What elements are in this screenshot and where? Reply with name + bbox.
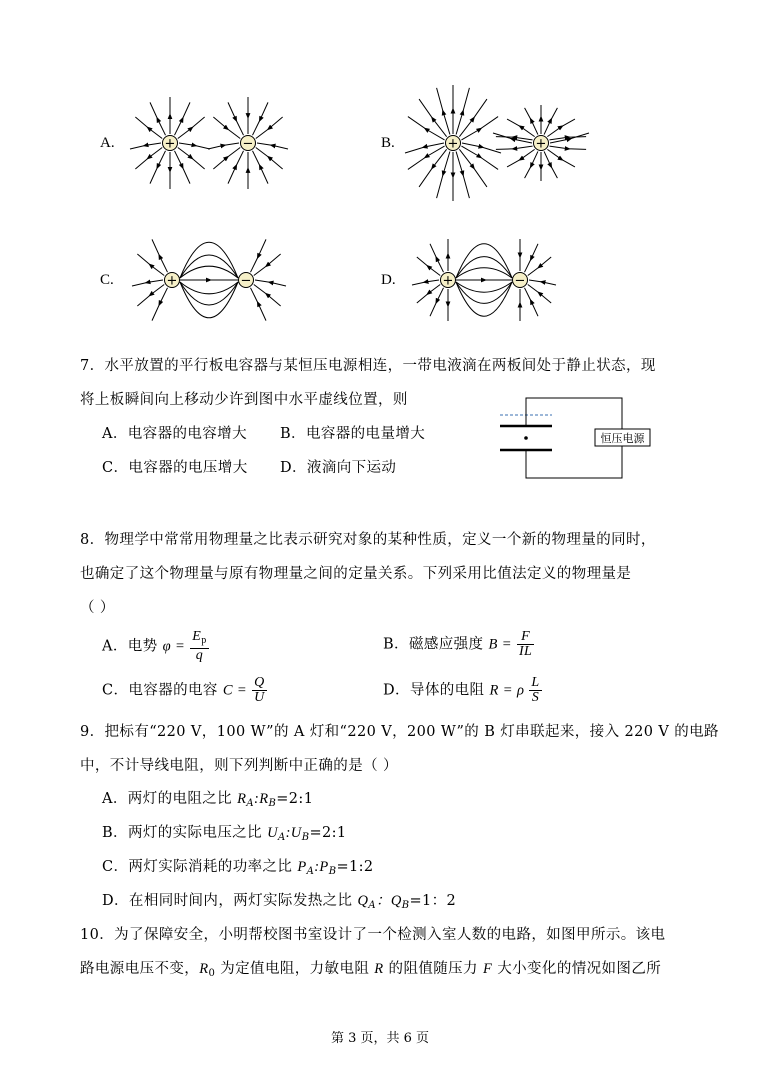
figure-b-like-charges xyxy=(405,85,589,201)
svg-text:−: − xyxy=(514,273,526,289)
q7-stem-line1: 7．水平放置的平行板电容器与某恒压电源相连，一带电液滴在两板间处于静止状态，现 xyxy=(80,358,656,374)
q9-stem-line2: 中，不计导线电阻，则下列判断中正确的是（ ） xyxy=(80,758,398,774)
q9-stem-line1: 9．把标有“220 V，100 W”的 A 灯和“220 V，200 W”的 B 灯串联起来，接入 220 V 的电路 xyxy=(80,724,719,740)
option-b-label: B. xyxy=(381,135,395,151)
charged-droplet xyxy=(524,436,528,440)
q8-stem-line2: 也确定了这个物理量与原有物理量之间的定量关系。下列采用比值法定义的物理量是 xyxy=(80,566,632,582)
q7-option-d: D．液滴向下运动 xyxy=(280,460,397,476)
figure-d-opposite-charges-connected xyxy=(412,239,556,321)
q7-option-b: B．电容器的电量增大 xyxy=(280,426,426,442)
svg-text:+: + xyxy=(164,136,176,152)
svg-text:−: − xyxy=(240,273,252,289)
q10-stem-line2: 路电源电压不变，$R_0$ 为定值电阻，力敏电阻 R 的阻值随压力 F 大小变化的情况如图乙所 xyxy=(80,961,662,979)
svg-text:+: + xyxy=(166,273,178,289)
option-c-label: C. xyxy=(100,272,114,288)
q8-answer-paren: （ ） xyxy=(80,600,115,616)
q8-option-b: B．磁感应强度 B = $\frac{F}{IL}$ xyxy=(383,629,533,659)
q10-stem-line1: 10．为了保障安全，小明帮校图书室设计了一个检测入室人数的电路，如图甲所示。该电 xyxy=(80,927,666,943)
figure-c-opposite-charges-connected xyxy=(132,239,286,320)
svg-text:+: + xyxy=(535,136,547,152)
field-line-figures xyxy=(0,0,760,340)
q7-stem-line2: 将上板瞬间向上移动少许到图中水平虚线位置，则 xyxy=(80,392,408,408)
svg-text:+: + xyxy=(447,136,459,152)
q7-option-c: C．电容器的电压增大 xyxy=(102,460,248,476)
q8-option-a: A．电势 φ = $\frac{E_p}{q}$ xyxy=(102,629,207,663)
q8-option-d: D．导体的电阻 R = ρ $\frac{L}{S}$ xyxy=(383,675,540,705)
svg-text:+: + xyxy=(442,273,454,289)
page-footer: 第 3 页，共 6 页 xyxy=(330,1031,430,1046)
option-d-label: D. xyxy=(381,272,396,288)
q8-option-c: C．电容器的电容 C = $\frac{Q}{U}$ xyxy=(102,675,265,705)
option-a-label: A. xyxy=(100,135,115,151)
figure-a-opposite-charges-separated xyxy=(130,97,288,189)
source-label: 恒压电源 xyxy=(600,432,645,445)
svg-text:−: − xyxy=(242,136,254,152)
q9-option-c: C．两灯实际消耗的功率之比 $P_A:P_B=1:2$ xyxy=(102,859,374,877)
q8-stem-line1: 8．物理学中常常用物理量之比表示研究对象的某种性质，定义一个新的物理量的同时， xyxy=(80,532,656,548)
q9-option-b: B．两灯的实际电压之比 $U_A:U_B=2:1$ xyxy=(102,825,347,843)
q7-option-a: A．电容器的电容增大 xyxy=(102,426,247,442)
q9-option-d: D．在相同时间内，两灯实际发热之比 $Q_A$：$Q_B=1$：2 xyxy=(102,893,457,911)
capacitor-circuit-diagram xyxy=(490,390,645,490)
q9-option-a: A．两灯的电阻之比 $R_A:R_B=2:1$ xyxy=(102,791,314,809)
